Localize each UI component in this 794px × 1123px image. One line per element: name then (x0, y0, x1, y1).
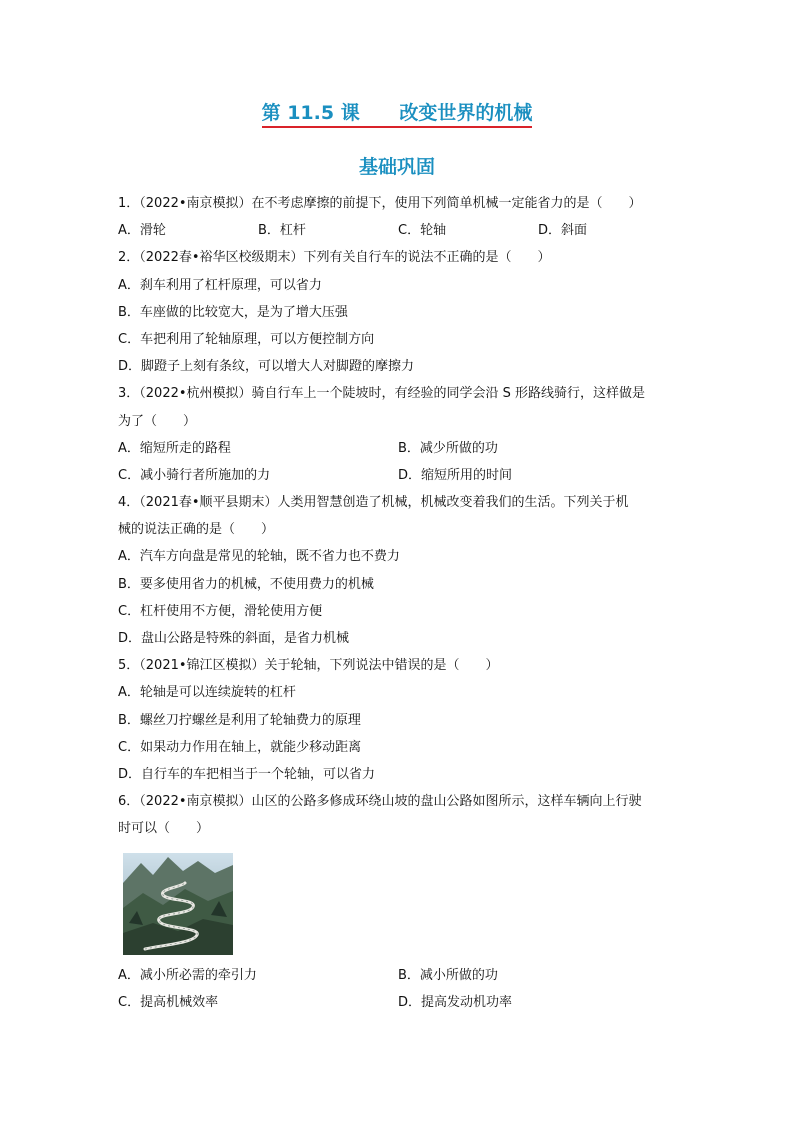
q6-option-b: B．减小所做的功 (398, 967, 498, 983)
q5-option-d: D．自行车的车把相当于一个轮轴，可以省力 (118, 766, 376, 782)
q1-option-a: A．滑轮 (118, 223, 166, 239)
q6-option-c: C．提高机械效率 (118, 994, 219, 1010)
q4-option-a: A．汽车方向盘是常见的轮轴，既不省力也不费力 (118, 549, 400, 565)
question-3-options-row-1 (118, 435, 678, 462)
winding-mountain-road-photo (123, 853, 233, 955)
question-3-stem-line-1: 3．（2022•杭州模拟）骑自行车上一个陡坡时，有经验的同学会沿 S 形路线骑行，这样做是 (118, 386, 646, 402)
q4-option-d: D．盘山公路是特殊的斜面，是省力机械 (118, 631, 350, 646)
question-5-stem: 5．（2021•锦江区模拟）关于轮轴，下列说法中错误的是（ ） (118, 658, 499, 674)
mountain-road-illustration (123, 853, 233, 955)
question-3-stem-line-2: 为了（ ） (118, 413, 197, 429)
question-4-stem-line-2: 械的说法正确的是（ ） (118, 522, 275, 538)
q2-option-c: C．车把利用了轮轴原理，可以方便控制方向 (118, 331, 375, 347)
q2-option-b: B．车座做的比较宽大，是为了增大压强 (118, 304, 348, 320)
q1-option-b: B．杠杆 (258, 223, 306, 239)
q5-option-b: B．螺丝刀拧螺丝是利用了轮轴费力的原理 (118, 712, 361, 728)
question-4-stem-line-1: 4．（2021春•顺平县期末）人类用智慧创造了机械，机械改变着我们的生活。下列关于机 (118, 495, 629, 511)
q2-option-d: D．脚蹬子上刻有条纹，可以增大人对脚蹬的摩擦力 (118, 359, 415, 375)
question-3-options-row-2 (118, 462, 678, 489)
q5-option-a: A．轮轴是可以连续旋转的杠杆 (118, 685, 296, 701)
q3-option-a: A．缩短所走的路程 (118, 440, 231, 456)
q6-option-d: D．提高发动机功率 (398, 994, 513, 1010)
q1-option-d: D．斜面 (538, 223, 588, 239)
q3-option-c: C．减小骑行者所施加的力 (118, 467, 271, 483)
page-title-text: 第 11.5 课 改变世界的机械 (262, 98, 533, 128)
question-6-stem-line-2: 时可以（ ） (118, 821, 210, 837)
question-6-stem-line-1: 6．（2022•南京模拟）山区的公路多修成环绕山坡的盘山公路如图所示，这样车辆向上行驶 (118, 794, 642, 810)
question-6-options-row-1 (118, 962, 678, 989)
q2-option-a: A．刹车利用了杠杆原理，可以省力 (118, 277, 322, 293)
q4-option-b: B．要多使用省力的机械，不使用费力的机械 (118, 576, 374, 592)
question-list (118, 190, 678, 1016)
q1-option-c: C．轮轴 (398, 223, 447, 239)
q3-option-d: D．缩短所用的时间 (398, 467, 513, 483)
q3-option-b: B．减少所做的功 (398, 440, 498, 456)
section-heading: 基础巩固 (358, 156, 435, 178)
q6-option-a: A．减小所必需的牵引力 (118, 967, 257, 983)
question-1-options (118, 217, 678, 244)
question-2-stem: 2．（2022春•裕华区校级期末）下列有关自行车的说法不正确的是（ ） (118, 250, 551, 266)
question-6-options-row-2 (118, 989, 678, 1016)
page-title (0, 98, 794, 128)
q4-option-c: C．杠杆使用不方便，滑轮使用方便 (118, 603, 323, 619)
question-1-stem: 1．（2022•南京模拟）在不考虑摩擦的前提下，使用下列简单机械一定能省力的是（ ） (118, 196, 642, 211)
q5-option-c: C．如果动力作用在轴上，就能少移动距离 (118, 739, 362, 755)
